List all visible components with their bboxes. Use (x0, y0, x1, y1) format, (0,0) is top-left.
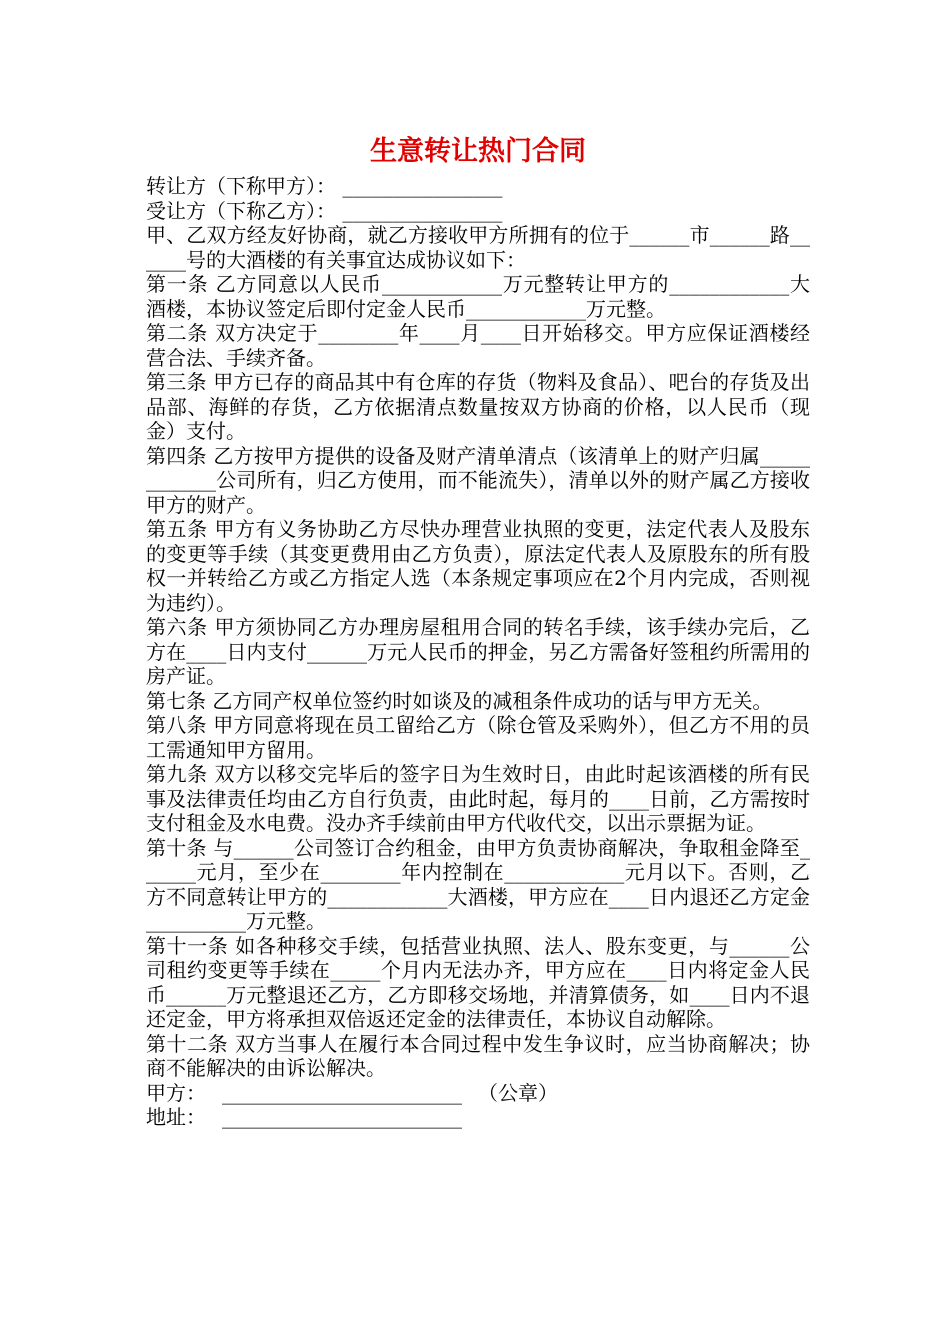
party-a-signature-line: ________________________ (222, 1080, 462, 1105)
article-9: 第九条 双方以移交完毕后的签字日为生效时日，由此时起该酒楼的所有民事及法律责任均由乙方自行负责，由此时起，每月的____日前，乙方需按时支付租金及水电费。没办齐手续前由甲方代收代交，以出示票据为证。 (146, 762, 810, 835)
article-1: 第一条 乙方同意以人民币____________万元整转让甲方的____________大酒楼，本协议签定后即付定金人民币____________万元整。 (146, 272, 810, 321)
document-title: 生意转让热门合同 (370, 136, 586, 167)
intro-paragraph: 甲、乙双方经友好协商，就乙方接收甲方所拥有的位于______市______路______号的大酒楼的有关事宜达成协议如下： (146, 223, 810, 272)
address-label: 地址： (146, 1105, 206, 1129)
article-7: 第七条 乙方同产权单位签约时如谈及的减租条件成功的话与甲方无关。 (146, 688, 773, 713)
article-5: 第五条 甲方有义务协助乙方尽快办理营业执照的变更，法定代表人及股东的变更等手续（其变更费用由乙方负责），原法定代表人及原股东的所有股权一并转给乙方或乙方指定人选（本条规定事项应在2个月内完成，否则视为违约）。 (146, 517, 810, 615)
article-11: 第十一条 如各种移交手续，包括营业执照、法人、股东变更，与______公司租约变更等手续在_____个月内无法办齐，甲方应在____日内将定金人民币______万元整退还乙方，乙方即移交场地，并清算债务，如____日内不退还定金，甲方将承担双倍返还定金的法律责任，本协议自动解除。 (146, 933, 810, 1031)
address-row (146, 1105, 810, 1130)
article-3: 第三条 甲方已存的商品其中有仓库的存货（物料及食品）、吧台的存货及出品部、海鲜的存货，乙方依据清点数量按双方协商的价格，以人民币（现金）支付。 (146, 370, 810, 443)
party-a-signature-row (146, 1081, 810, 1106)
article-6: 第六条 甲方须协同乙方办理房屋租用合同的转名手续，该手续办完后，乙方在____日内支付______万元人民币的押金，另乙方需备好签租约所需用的房产证。 (146, 615, 810, 688)
article-12: 第十二条 双方当事人在履行本合同过程中发生争议时，应当协商解决；协商不能解决的由诉讼解决。 (146, 1031, 810, 1080)
article-2: 第二条 双方决定于________年____月____日开始移交。甲方应保证酒楼经营合法、手续齐备。 (146, 321, 810, 370)
transferor-line: 转让方（下称甲方）： ________________ (146, 174, 503, 198)
contract-page (146, 130, 810, 1130)
article-4: 第四条 乙方按甲方提供的设备及财产清单清点（该清单上的财产归属____________公司所有，归乙方使用，而不能流失），清单以外的财产属乙方接收甲方的财产。 (146, 443, 810, 517)
article-10: 第十条 与______公司签订合约租金，由甲方负责协商解决，争取租金降至______元月，至少在________年内控制在____________元月以下。否则，乙方不同意转让甲方的____________大酒楼，甲方应在____日内退还乙方定金__________万元整。 (146, 835, 810, 933)
party-a-label: 甲方： (146, 1080, 206, 1105)
seal-label: （公章） (478, 1080, 558, 1105)
transferee-line: 受让方（下称乙方）： ________________ (146, 198, 503, 223)
article-8: 第八条 甲方同意将现在员工留给乙方（除仓管及采购外），但乙方不用的员工需通知甲方留用。 (146, 713, 810, 762)
address-line: ________________________ (222, 1105, 462, 1129)
